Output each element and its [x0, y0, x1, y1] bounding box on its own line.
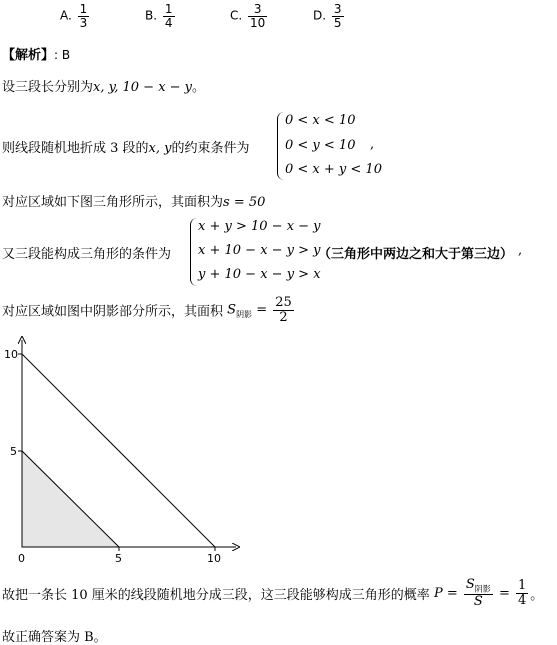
option-c-label: C. — [230, 8, 243, 23]
line6-p: P — [433, 585, 443, 601]
line-shaded-area — [2, 296, 296, 324]
condition-1-2: 0 < y < 10 — [285, 138, 356, 153]
region-diagram — [0, 336, 250, 568]
option-d-label: D. — [313, 8, 327, 23]
analysis-answer: : B — [54, 48, 71, 62]
line6-text: 故把一条长 10 厘米的线段随机地分成三段，这三段能够构成三角形的概率 — [2, 587, 430, 603]
option-a-fraction — [78, 3, 90, 29]
y-tick-label-10: 10 — [4, 348, 18, 361]
line6-ratio-num — [464, 578, 493, 594]
shaded-triangle — [22, 451, 119, 547]
option-d-num: 3 — [333, 2, 342, 16]
option-a — [60, 3, 91, 29]
line6-result — [516, 579, 528, 607]
condition-1-3: 0 < x + y < 10 — [285, 162, 382, 177]
y-tick-label-5: 5 — [10, 445, 17, 458]
option-c-fraction — [248, 3, 267, 29]
x-tick-label-5: 5 — [115, 552, 122, 565]
condition-2-3: y + 10 − x − y > x — [198, 267, 321, 282]
x-tick-label-0: 0 — [18, 552, 25, 565]
line6-end: 。 — [530, 587, 544, 603]
option-b — [145, 3, 177, 29]
line5-sub: 阴影 — [236, 310, 253, 320]
line4-tail: , — [518, 243, 523, 258]
line1-end: 。 — [192, 80, 206, 95]
line3-expr: s = 50 — [223, 195, 266, 210]
line2-intro — [2, 137, 250, 156]
option-c-num: 3 — [253, 2, 262, 16]
line-probability — [2, 578, 543, 609]
line-segment-lengths — [2, 76, 205, 95]
brace-1 — [277, 112, 284, 180]
analysis-heading — [2, 44, 70, 63]
option-b-label: B. — [145, 8, 158, 23]
line2-text2: 的约束条件为 — [171, 141, 250, 156]
line5-num: 25 — [275, 295, 292, 310]
line5-sym: S — [227, 302, 237, 318]
line6-eq: = — [446, 585, 458, 601]
condition-2-1: x + y > 10 − x − y — [198, 219, 321, 234]
option-b-den: 4 — [164, 15, 173, 30]
condition-1-1: 0 < x < 10 — [285, 113, 356, 128]
line6-rden: 4 — [517, 592, 527, 608]
option-a-num: 1 — [79, 2, 88, 16]
condition-2-2: x + 10 − x − y > y — [198, 243, 321, 258]
line6-rnum: 1 — [517, 578, 527, 594]
line5-eq: = — [256, 302, 268, 318]
option-c-den: 10 — [250, 15, 266, 30]
line6-eq2: = — [498, 585, 510, 601]
line-area-50 — [2, 191, 265, 210]
option-d — [313, 3, 346, 29]
option-c — [230, 3, 269, 29]
option-b-fraction — [163, 3, 175, 29]
analysis-title: 【解析】 — [2, 48, 55, 63]
line5-text: 对应区域如图中阴影部分所示，其面积 — [2, 304, 224, 320]
line4-note: （三角形中两边之和大于第三边） — [318, 247, 514, 262]
line5-den: 2 — [273, 310, 294, 325]
brace-2 — [190, 218, 197, 286]
x-tick-label-10: 10 — [207, 552, 221, 565]
line5-fraction — [273, 296, 294, 324]
line4-text: 又三段能构成三角形的条件为 — [2, 247, 172, 262]
option-a-den: 3 — [79, 15, 88, 30]
option-a-label: A. — [60, 8, 72, 23]
line2-tail: , — [370, 137, 375, 152]
option-d-fraction — [332, 3, 344, 29]
line6-den-sym: S — [464, 594, 493, 609]
option-d-den: 5 — [333, 15, 342, 30]
line1-text: 设三段长分别为 — [2, 80, 94, 95]
line6-num-sym: S — [465, 577, 475, 592]
final-answer-line: 故正确答案为 B。 — [2, 630, 107, 645]
line2-vars: x, y — [148, 141, 172, 156]
line3-text: 对应区域如下图三角形所示，其面积为 — [2, 195, 224, 210]
option-b-num: 1 — [164, 2, 173, 16]
line2-text: 则线段随机地折成 3 段的 — [2, 141, 149, 156]
line1-vars: x, y, 10 − x − y — [93, 80, 193, 95]
line6-ratio — [464, 578, 493, 609]
line6-num-sub: 阴影 — [474, 584, 491, 594]
